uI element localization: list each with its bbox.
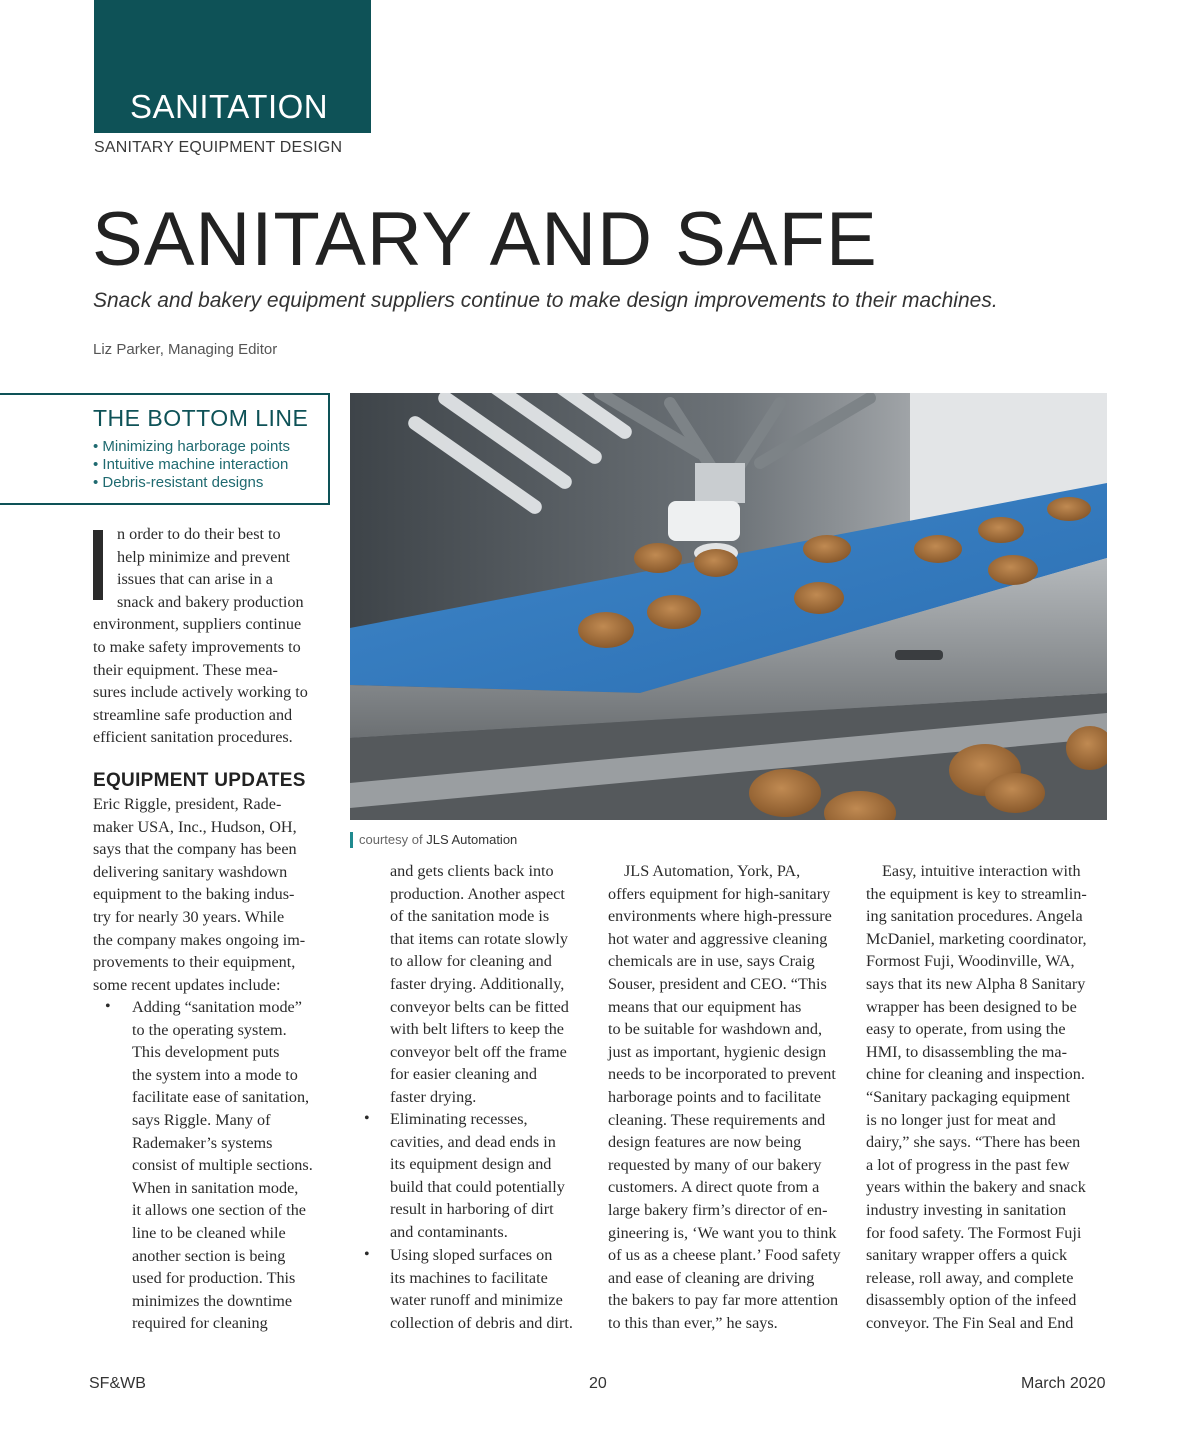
text-line: streamline safe production and (93, 705, 293, 724)
text-line: release, roll away, and complete (866, 1268, 1074, 1287)
text-line: Rademaker’s systems (132, 1133, 273, 1152)
caption-source: JLS Automation (426, 832, 518, 847)
text-line: facilitate ease of sanitation, (132, 1088, 310, 1107)
text-line: its equipment design and (390, 1155, 552, 1174)
text-line: disassembly option of the infeed (866, 1291, 1077, 1310)
text-line: of us as a cheese plant.’ Food safety (608, 1246, 841, 1265)
subhead-equipment-updates: EQUIPMENT UPDATES (93, 770, 306, 791)
text-line: to make safety improvements to (93, 638, 301, 656)
text-line: delivering sanitary washdown (93, 862, 288, 881)
text-line: minimizes the downtime (132, 1291, 293, 1310)
text-line: to this than ever,” he says. (608, 1314, 778, 1332)
text-line: help minimize and prevent (117, 547, 291, 566)
text-line: production. Another aspect (390, 884, 565, 903)
bullet-dot-icon: • (364, 1110, 370, 1127)
bottom-line-item: • Minimizing harborage points (93, 438, 291, 455)
text-line: equipment to the baking indus- (93, 885, 295, 904)
text-line: cleaning. These requirements and (608, 1110, 826, 1129)
text-line: conveyor belt off the frame (390, 1042, 567, 1061)
drop-cap-letter (93, 530, 103, 600)
text-line: ing sanitation procedures. Angela (866, 907, 1083, 926)
text-line: and contaminants. (390, 1223, 508, 1241)
text-line: says that the company has been (93, 840, 297, 859)
text-line: offers equipment for high-sanitary (608, 884, 831, 903)
text-line: snack and bakery production (117, 592, 304, 611)
text-line: the bakers to pay far more attention (608, 1291, 839, 1310)
text-line: chine for cleaning and inspection. (866, 1065, 1085, 1084)
photo-caption (350, 832, 517, 848)
bottom-line-item: • Debris-resistant designs (93, 474, 264, 491)
text-line: to be suitable for washdown and, (608, 1020, 822, 1039)
text-line: the equipment is key to streamlin- (866, 884, 1087, 903)
text-line: its machines to facilitate (390, 1268, 548, 1287)
photo-illustration (350, 393, 1107, 820)
text-line: Formost Fuji, Woodinville, WA, (866, 952, 1075, 971)
section-title: SANITATION (130, 88, 329, 125)
text-line: try for nearly 30 years. While (93, 908, 285, 926)
text-line: large bakery firm’s director of en- (608, 1201, 828, 1219)
text-line: hot water and aggressive cleaning (608, 929, 828, 948)
drop-cap (93, 530, 113, 600)
text-line: environments where high-pressure (608, 907, 832, 926)
footer-date: March 2020 (1021, 1375, 1106, 1392)
text-line: provements to their equipment, (93, 953, 296, 972)
text-line: years within the bakery and snack (866, 1178, 1086, 1197)
text-line: with belt lifters to keep the (390, 1020, 564, 1039)
text-line: another section is being (132, 1246, 286, 1265)
section-rule (94, 131, 371, 133)
text-line: some recent updates include: (93, 975, 281, 994)
text-line: and gets clients back into (390, 862, 554, 880)
text-line: This development puts (132, 1043, 280, 1062)
text-line: Eric Riggle, president, Rade- (93, 795, 282, 813)
text-line: n order to do their best to (117, 525, 281, 543)
text-line: conveyor belts can be fitted (390, 997, 569, 1016)
text-line: for food safety. The Formost Fuji (866, 1223, 1082, 1242)
text-line: design features are now being (608, 1133, 802, 1152)
text-line: cavities, and dead ends in (390, 1132, 556, 1151)
text-line: maker USA, Inc., Hudson, OH, (93, 817, 297, 836)
text-line: faster drying. (390, 1088, 477, 1106)
text-line: customers. A direct quote from a (608, 1178, 820, 1197)
text-line: When in sanitation mode, (132, 1178, 299, 1197)
text-line: consist of multiple sections. (132, 1156, 313, 1175)
text-line: the company makes ongoing im- (93, 930, 306, 949)
text-line: and ease of cleaning are driving (608, 1268, 815, 1287)
text-line: conveyor. The Fin Seal and End (866, 1314, 1074, 1332)
text-line: McDaniel, marketing coordinator, (866, 929, 1087, 948)
text-line: requested by many of our bakery (608, 1155, 822, 1174)
text-line: sures include actively working to (93, 683, 308, 702)
text-line: line to be cleaned while (132, 1224, 286, 1242)
text-line: to the operating system. (132, 1020, 287, 1039)
text-line: wrapper has been designed to be (866, 997, 1077, 1016)
deck: Snack and bakery equipment suppliers continue to make design improvements to their machines. (93, 289, 998, 312)
text-line: chemicals are in use, says Craig (608, 952, 815, 971)
text-line: sanitary wrapper offers a quick (866, 1246, 1068, 1265)
bullet-dot-icon: • (364, 1246, 370, 1263)
text-line: is no longer just for meat and (866, 1110, 1056, 1129)
text-line: easy to operate, from using the (866, 1020, 1066, 1039)
text-line: their equipment. These mea- (93, 660, 278, 679)
footer-publication: SF&WB (89, 1375, 146, 1392)
text-line: needs to be incorporated to prevent (608, 1065, 836, 1084)
bottom-line-item: • Intuitive machine interaction (93, 456, 289, 473)
text-line: “Sanitary packaging equipment (866, 1088, 1071, 1106)
text-line: of the sanitation mode is (390, 907, 550, 926)
text-line: dairy,” she says. “There has been (866, 1133, 1081, 1152)
text-line: Souser, president and CEO. “This (608, 975, 827, 993)
text-line: collection of debris and dirt. (390, 1313, 573, 1332)
text-line: industry investing in sanitation (866, 1201, 1067, 1219)
text-line: required for cleaning (132, 1314, 268, 1333)
text-line: for easier cleaning and (390, 1065, 537, 1084)
bottom-line-title: THE BOTTOM LINE (93, 405, 309, 431)
text-line: it allows one section of the (132, 1201, 306, 1220)
conveyor-photo (350, 393, 1107, 820)
text-line: issues that can arise in a (117, 570, 273, 589)
text-line: to allow for cleaning and (390, 952, 552, 971)
section-subtitle: SANITARY EQUIPMENT DESIGN (94, 139, 343, 156)
text-line: the system into a mode to (132, 1065, 298, 1084)
bottom-line-list (93, 438, 290, 492)
headline: SANITARY AND SAFE (92, 197, 878, 282)
text-line: means that our equipment has (608, 997, 802, 1016)
text-line: JLS Automation, York, PA, (624, 862, 801, 880)
text-line: faster drying. Additionally, (390, 975, 565, 993)
text-line: water runoff and minimize (390, 1291, 563, 1310)
text-line: HMI, to disassembling the ma- (866, 1042, 1067, 1061)
caption-prefix: courtesy of (359, 832, 423, 847)
text-line: Using sloped surfaces on (390, 1246, 553, 1264)
text-line: efficient sanitation procedures. (93, 728, 293, 747)
text-line: a lot of progress in the past few (866, 1155, 1070, 1174)
page-number: 20 (589, 1375, 607, 1392)
byline: Liz Parker, Managing Editor (93, 341, 278, 358)
text-line: build that could potentially (390, 1177, 565, 1196)
text-line: gineering is, ‘We want you to think (608, 1223, 837, 1242)
text-line: Eliminating recesses, (390, 1110, 528, 1128)
text-line: that items can rotate slowly (390, 929, 569, 948)
text-line: says that its new Alpha 8 Sanitary (866, 975, 1086, 993)
text-line: Easy, intuitive interaction with (882, 862, 1081, 880)
bullet-dot-icon: • (105, 998, 111, 1015)
text-line: result in harboring of dirt (390, 1200, 554, 1219)
text-line: says Riggle. Many of (132, 1111, 271, 1129)
text-line: just as important, hygienic design (608, 1042, 827, 1061)
text-line: environment, suppliers continue (93, 615, 302, 634)
text-line: used for production. This (132, 1269, 296, 1288)
text-line: Adding “sanitation mode” (132, 998, 302, 1016)
text-line: harborage points and to facilitate (608, 1088, 822, 1106)
